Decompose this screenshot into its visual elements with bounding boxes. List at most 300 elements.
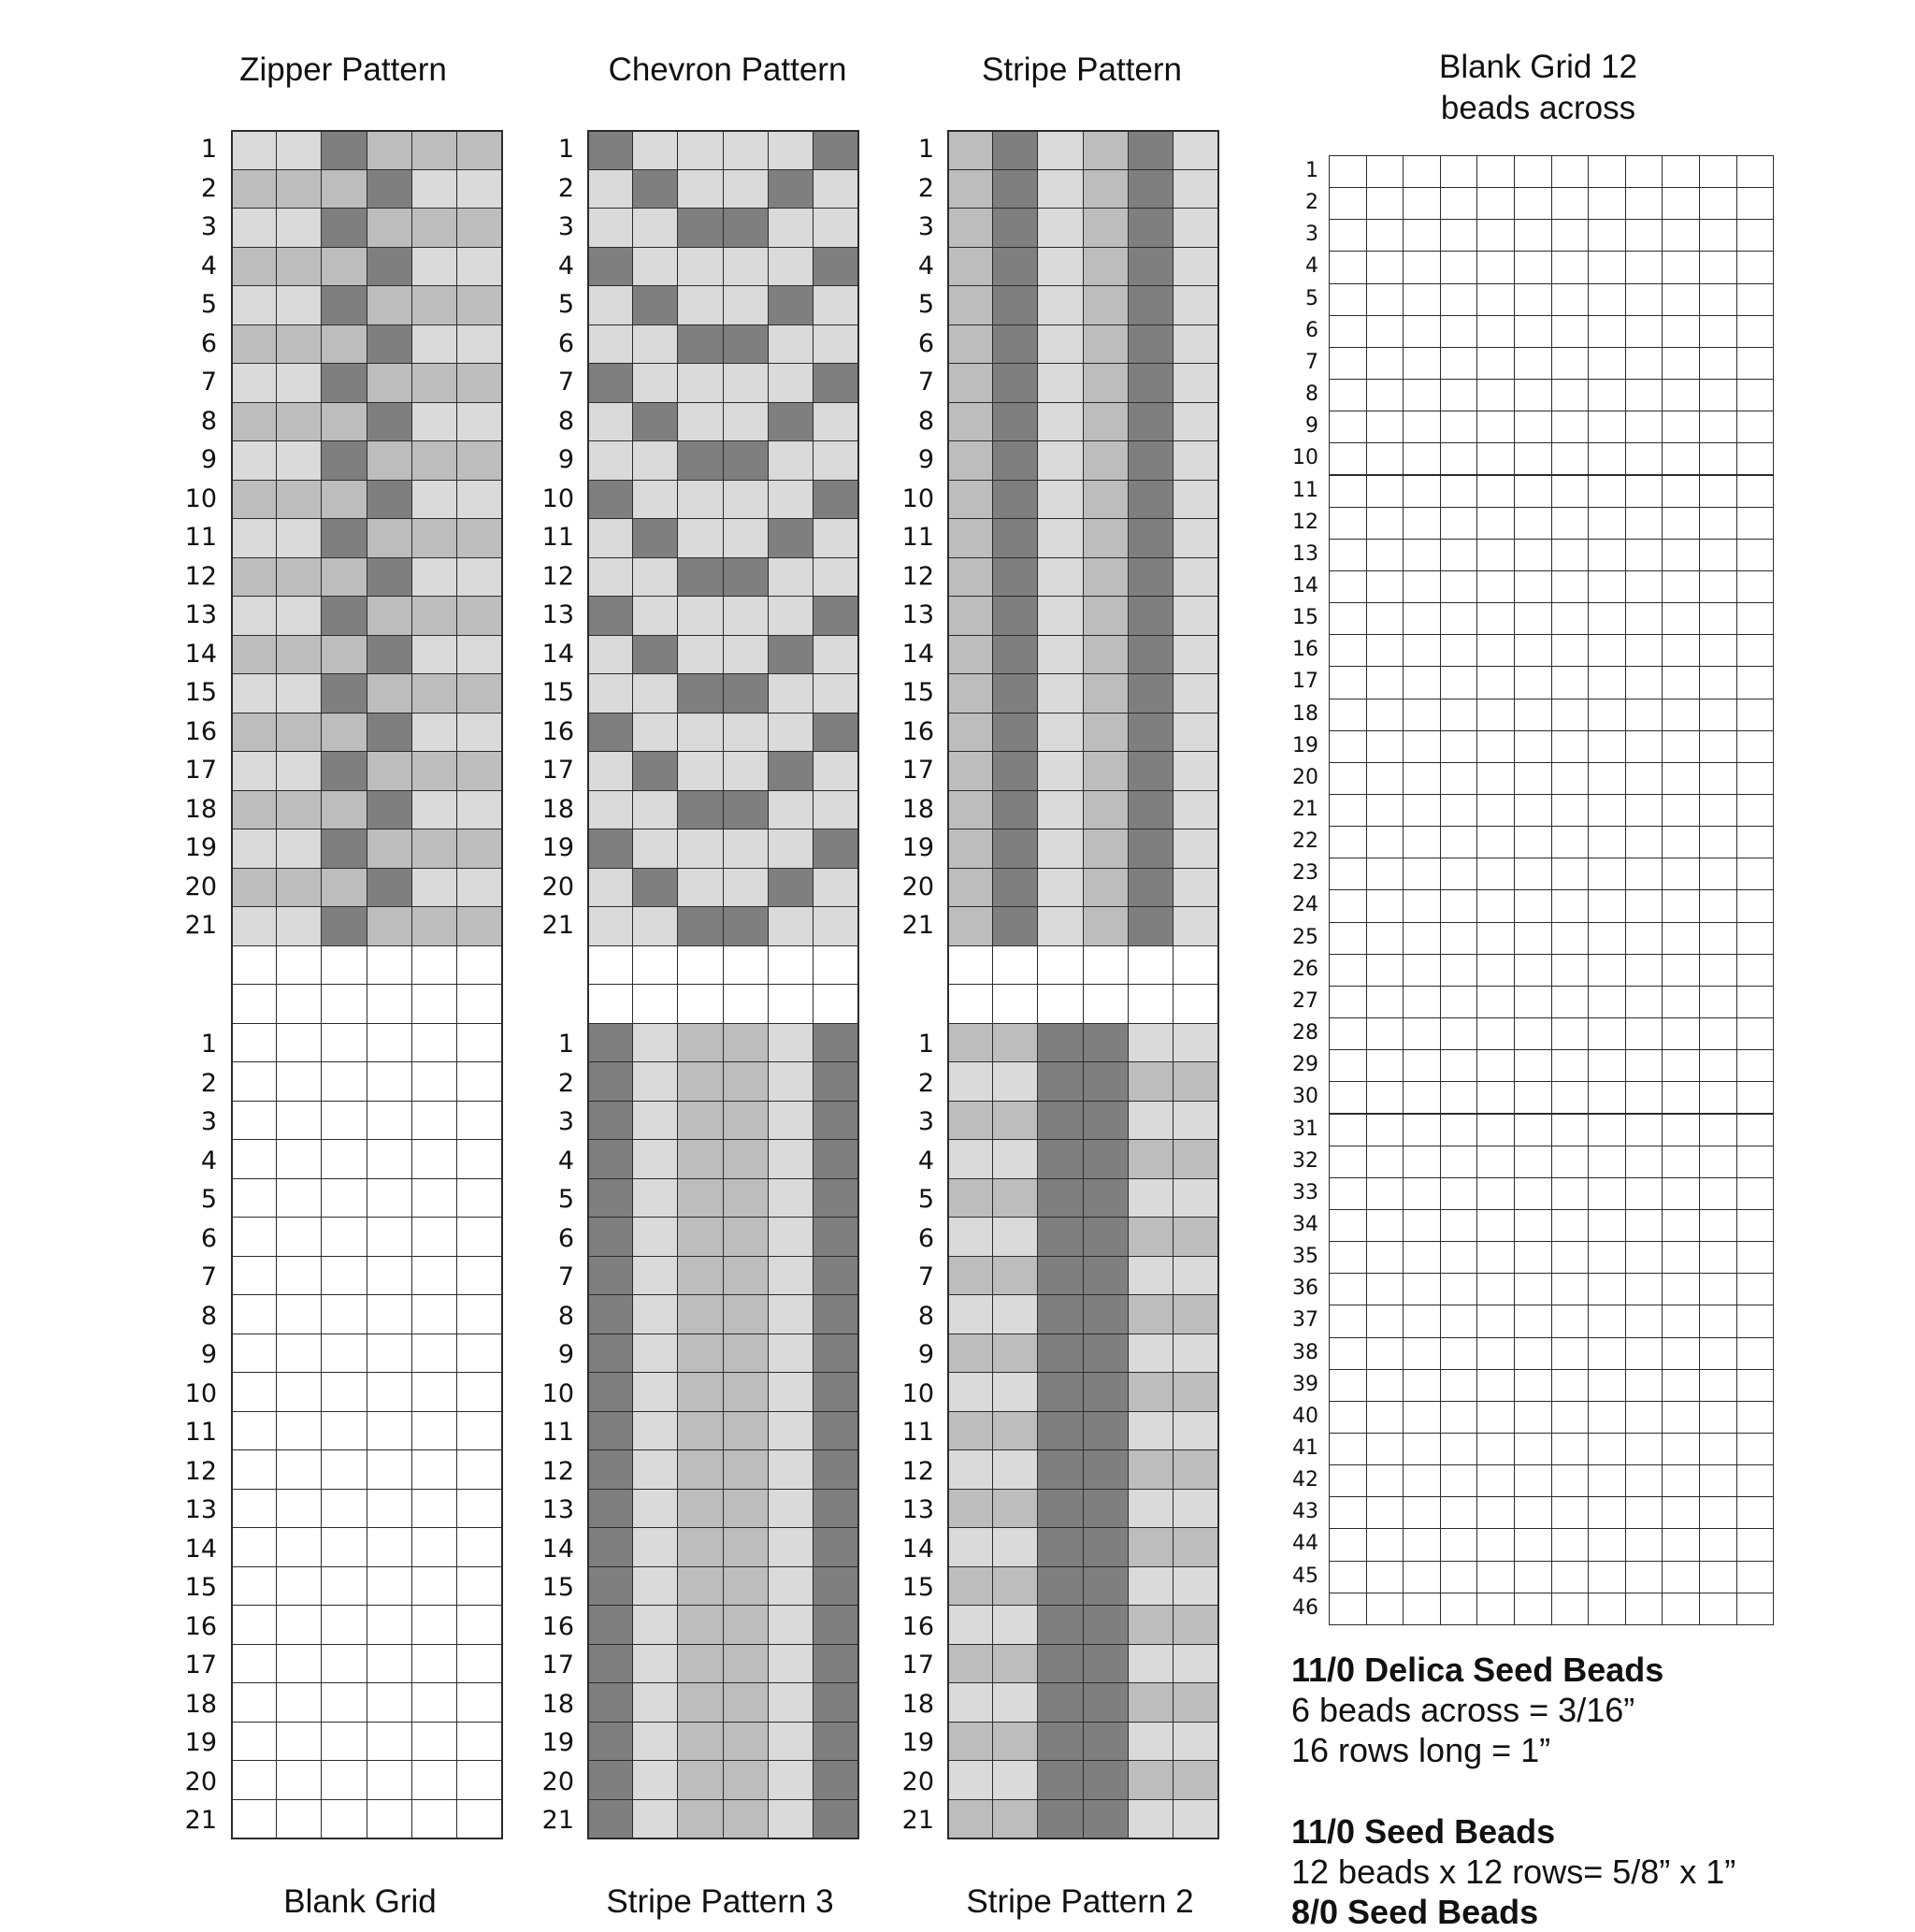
- bead-cell: [1551, 475, 1590, 508]
- bead-cell: [1625, 539, 1663, 571]
- bead-cell: [231, 324, 277, 365]
- row-number: 8: [1305, 382, 1318, 407]
- bead-cell: [947, 1334, 993, 1374]
- bead-cell: [587, 208, 633, 248]
- bead-cell: [587, 324, 633, 365]
- row-number: 9: [200, 1340, 217, 1369]
- row-number: 6: [200, 1223, 217, 1253]
- bead-cell: [1551, 442, 1590, 475]
- bead-cell: [1588, 602, 1626, 635]
- row-number: 43: [1292, 1500, 1318, 1524]
- bead-cell: [1366, 826, 1404, 858]
- spacer-bead-cell: [1173, 945, 1218, 986]
- bead-cell: [1699, 1146, 1737, 1178]
- bead-cell: [1403, 986, 1441, 1018]
- bead-cell: [1403, 666, 1441, 699]
- bead-cell: [1440, 1177, 1478, 1210]
- bead-cell: [1551, 858, 1590, 890]
- bead-cell: [1514, 602, 1552, 635]
- bead-cell: [1699, 794, 1737, 827]
- bead-cell: [992, 169, 1038, 209]
- bead-cell: [723, 868, 769, 908]
- bead-cell: [321, 713, 367, 753]
- bead-cell: [632, 440, 678, 481]
- bead-cell: [677, 130, 723, 170]
- bead-cell: [1083, 829, 1129, 869]
- bead-cell: [1128, 1101, 1173, 1141]
- bead-cell: [321, 1256, 367, 1296]
- bead-cell: [1329, 699, 1367, 731]
- bead-cell: [321, 1411, 367, 1451]
- bead-cell: [1440, 794, 1478, 827]
- bead-cell: [1514, 762, 1552, 795]
- bead-cell: [947, 1566, 993, 1607]
- bead-cell: [813, 247, 858, 287]
- bead-cell: [1588, 570, 1626, 603]
- row-number: 18: [184, 794, 217, 824]
- bead-cell: [947, 1449, 993, 1490]
- bead-cell: [992, 1061, 1038, 1102]
- spacer-bead-cell: [587, 984, 633, 1024]
- bead-cell: [456, 713, 502, 753]
- bead-cell: [1514, 283, 1552, 316]
- bead-cell: [1083, 130, 1129, 170]
- bead-cell: [992, 1372, 1038, 1412]
- bead-cell: [367, 713, 412, 753]
- bead-cell: [723, 324, 769, 365]
- bead-cell: [1366, 1337, 1404, 1370]
- bead-cell: [1037, 480, 1083, 520]
- bead-cell: [992, 1101, 1038, 1141]
- bead-cell: [456, 1411, 502, 1451]
- bead-cell: [1551, 889, 1590, 922]
- bead-cell: [1551, 1464, 1590, 1497]
- row-number: 13: [541, 1495, 574, 1524]
- spacer-bead-cell: [231, 945, 277, 986]
- bead-cell: [1551, 315, 1590, 348]
- bead-cell: [992, 1256, 1038, 1296]
- bead-cell: [1128, 1139, 1173, 1179]
- bead-cell: [677, 480, 723, 520]
- bead-cell: [321, 208, 367, 248]
- bead-cell: [1625, 1496, 1663, 1529]
- bead-cell: [321, 1334, 367, 1374]
- bead-cell: [587, 1294, 633, 1334]
- bead-cell: [1037, 1644, 1083, 1684]
- bead-cell: [1366, 1017, 1404, 1050]
- bead-cell: [992, 596, 1038, 636]
- bead-cell: [632, 673, 678, 714]
- bead-cell: [1403, 507, 1441, 540]
- bead-cell: [1037, 518, 1083, 558]
- bead-cell: [768, 713, 814, 753]
- bead-cell: [1551, 1049, 1590, 1082]
- bead-cell: [1662, 539, 1700, 571]
- bead-cell: [1329, 922, 1367, 955]
- bead-cell: [456, 868, 502, 908]
- bead-cell: [677, 402, 723, 442]
- bead-cell: [1329, 602, 1367, 635]
- bead-cell: [276, 518, 322, 558]
- bead-cell: [587, 363, 633, 403]
- bead-cell: [1329, 475, 1367, 508]
- bead-cell: [1514, 1593, 1552, 1625]
- bead-cell: [1329, 1081, 1367, 1114]
- bead-cell: [1037, 1217, 1083, 1257]
- bead-cell: [723, 1527, 769, 1567]
- bead-cell: [367, 1799, 412, 1839]
- bead-cell: [947, 518, 993, 558]
- row-number: 45: [1292, 1564, 1318, 1588]
- bead-cell: [1440, 219, 1478, 252]
- bead-cell: [1662, 1593, 1700, 1625]
- bead-cell: [1551, 1017, 1590, 1050]
- bead-cell: [1736, 219, 1775, 252]
- bead-cell: [768, 130, 814, 170]
- bead-cell: [1329, 762, 1367, 795]
- bead-cell: [1037, 1489, 1083, 1529]
- bead-cell: [632, 169, 678, 209]
- row-number: 18: [901, 1689, 934, 1719]
- bead-cell: [587, 1489, 633, 1529]
- bead-cell: [1403, 1433, 1441, 1465]
- bead-cell: [1329, 539, 1367, 571]
- bead-cell: [632, 1449, 678, 1490]
- bead-cell: [1514, 1241, 1552, 1274]
- bead-cell: [411, 208, 457, 248]
- row-number: 16: [541, 1611, 574, 1641]
- bead-cell: [1173, 790, 1218, 830]
- bead-cell: [723, 1644, 769, 1684]
- bead-cell: [1173, 1760, 1218, 1800]
- row-number: 4: [200, 1146, 217, 1175]
- spacer-bead-cell: [456, 945, 502, 986]
- bead-cell: [677, 557, 723, 598]
- bead-cell: [1699, 602, 1737, 635]
- blank-grid-12-title-line1: Blank Grid 12: [1438, 49, 1638, 85]
- bead-cell: [1476, 889, 1515, 922]
- row-number: 40: [1292, 1404, 1318, 1428]
- bead-cell: [1128, 518, 1173, 558]
- bead-cell: [1736, 1241, 1775, 1274]
- bead-cell: [1173, 480, 1218, 520]
- bead-cell: [1699, 475, 1737, 508]
- bead-cell: [1588, 283, 1626, 316]
- row-number: 2: [1305, 191, 1318, 215]
- row-number: 15: [541, 678, 574, 707]
- bead-cell: [1037, 906, 1083, 946]
- spacer-bead-cell: [367, 945, 412, 986]
- bead-cell: [992, 208, 1038, 248]
- bead-cell: [1551, 986, 1590, 1018]
- bead-cell: [1662, 1496, 1700, 1529]
- bead-cell: [587, 829, 633, 869]
- bead-cell: [367, 130, 412, 170]
- bead-cell: [723, 673, 769, 714]
- bead-cell: [1662, 699, 1700, 731]
- bead-cell: [1736, 1401, 1775, 1434]
- bead-cell: [1403, 1049, 1441, 1082]
- bead-cell: [1440, 1114, 1478, 1146]
- bead-cell: [1173, 1644, 1218, 1684]
- bead-cell: [1403, 283, 1441, 316]
- row-number: 4: [1305, 254, 1318, 279]
- bead-cell: [1366, 251, 1404, 283]
- bead-cell: [1736, 889, 1775, 922]
- bead-cell: [587, 713, 633, 753]
- bead-cell: [1083, 906, 1129, 946]
- bead-cell: [456, 518, 502, 558]
- spacer-bead-cell: [1083, 984, 1129, 1024]
- bead-cell: [1699, 699, 1737, 731]
- bead-cell: [947, 1294, 993, 1334]
- bead-cell: [768, 1722, 814, 1762]
- bead-cell: [1476, 826, 1515, 858]
- row-number: 12: [541, 561, 574, 591]
- bead-cell: [677, 751, 723, 791]
- bead-cell: [1440, 986, 1478, 1018]
- bead-cell: [1329, 1433, 1367, 1465]
- bead-cell: [1625, 1049, 1663, 1082]
- bead-cell: [1514, 155, 1552, 188]
- bead-cell: [1403, 251, 1441, 283]
- bead-cell: [1476, 794, 1515, 827]
- bead-cell: [1083, 557, 1129, 598]
- bead-cell: [1329, 1496, 1367, 1529]
- bead-cell: [677, 1605, 723, 1645]
- bead-cell: [411, 1372, 457, 1412]
- bead-cell: [1588, 1017, 1626, 1050]
- bead-cell: [1173, 1178, 1218, 1218]
- bead-cell: [231, 1256, 277, 1296]
- row-number: 11: [184, 523, 217, 552]
- bead-cell: [1588, 1049, 1626, 1082]
- bead-cell: [677, 1682, 723, 1723]
- bead-cell: [1037, 1682, 1083, 1723]
- row-number: 7: [917, 368, 934, 396]
- bead-cell: [367, 363, 412, 403]
- bead-cell: [1329, 826, 1367, 858]
- row-number: 46: [1292, 1595, 1318, 1620]
- bead-cell: [1736, 699, 1775, 731]
- bead-cell: [1736, 666, 1775, 699]
- bead-cell: [1440, 699, 1478, 731]
- bead-cell: [1366, 602, 1404, 635]
- bead-cell: [276, 1061, 322, 1102]
- bead-cell: [813, 635, 858, 675]
- bead-cell: [276, 1644, 322, 1684]
- bead-cell: [587, 169, 633, 209]
- bead-cell: [1403, 1401, 1441, 1434]
- spacer-bead-cell: [768, 984, 814, 1024]
- bead-cell: [1173, 285, 1218, 325]
- bead-cell: [723, 635, 769, 675]
- bead-cell: [1699, 187, 1737, 220]
- bead-cell: [768, 1411, 814, 1451]
- bead-cell: [276, 673, 322, 714]
- bead-cell: [1699, 347, 1737, 380]
- bead-cell: [1083, 1334, 1129, 1374]
- bead-cell: [231, 1334, 277, 1374]
- bead-cell: [1366, 1209, 1404, 1242]
- bead-cell: [1699, 1433, 1737, 1465]
- bead-cell: [1514, 634, 1552, 667]
- bead-cell: [1173, 1061, 1218, 1102]
- row-number: 7: [200, 1262, 217, 1291]
- bead-cell: [1440, 858, 1478, 890]
- row-number: 1: [917, 135, 934, 164]
- bead-cell: [411, 169, 457, 209]
- bead-cell: [1699, 1401, 1737, 1434]
- bead-cell: [1551, 699, 1590, 731]
- bead-cell: [276, 1799, 322, 1839]
- bead-cell: [1440, 922, 1478, 955]
- bead-cell: [1440, 1241, 1478, 1274]
- row-number: 12: [541, 1456, 574, 1486]
- bead-cell: [1128, 402, 1173, 442]
- bead-cell: [768, 1799, 814, 1839]
- row-number: 4: [917, 1146, 934, 1175]
- bead-cell: [367, 906, 412, 946]
- bead-cell: [723, 1682, 769, 1723]
- bead-cell: [677, 868, 723, 908]
- bead-cell: [813, 1760, 858, 1800]
- bead-cell: [411, 1411, 457, 1451]
- bead-cell: [1128, 480, 1173, 520]
- bead-cell: [1699, 986, 1737, 1018]
- bead-cell: [1625, 315, 1663, 348]
- bead-cell: [321, 906, 367, 946]
- bead-cell: [1625, 1017, 1663, 1050]
- bead-cell: [1128, 673, 1173, 714]
- row-number: 13: [541, 600, 574, 629]
- row-number: 21: [901, 1806, 934, 1835]
- bead-cell: [367, 208, 412, 248]
- bead-cell: [1662, 1017, 1700, 1050]
- bead-cell: [276, 1294, 322, 1334]
- spacer-bead-cell: [411, 945, 457, 986]
- bead-cell: [723, 1411, 769, 1451]
- bead-cell: [1588, 411, 1626, 443]
- bead-cell: [632, 1061, 678, 1102]
- row-number: 29: [1292, 1053, 1318, 1077]
- bead-cell: [1588, 922, 1626, 955]
- row-number: 8: [557, 1301, 574, 1331]
- bead-cell: [632, 208, 678, 248]
- row-number: 17: [184, 756, 217, 785]
- bead-cell: [677, 1644, 723, 1684]
- bead-cell: [1083, 1411, 1129, 1451]
- bead-cell: [1662, 1433, 1700, 1465]
- bead-cell: [1588, 251, 1626, 283]
- bead-cell: [1329, 1273, 1367, 1305]
- bead-cell: [1588, 187, 1626, 220]
- bead-cell: [231, 1101, 277, 1141]
- bead-cell: [1037, 1023, 1083, 1063]
- bead-cell: [768, 906, 814, 946]
- bead-cell: [1037, 363, 1083, 403]
- bead-cell: [321, 1372, 367, 1412]
- bead-cell: [1037, 1101, 1083, 1141]
- bead-cell: [768, 790, 814, 830]
- bead-cell: [367, 1527, 412, 1567]
- bead-cell: [456, 1372, 502, 1412]
- bead-cell: [1083, 440, 1129, 481]
- bead-cell: [992, 518, 1038, 558]
- bead-cell: [1588, 507, 1626, 540]
- bead-cell: [321, 1101, 367, 1141]
- bead-cell: [723, 518, 769, 558]
- bead-cell: [1588, 475, 1626, 508]
- bead-cell: [1514, 379, 1552, 411]
- bead-cell: [1329, 347, 1367, 380]
- bead-cell: [321, 868, 367, 908]
- bead-cell: [813, 402, 858, 442]
- bead-cell: [632, 1372, 678, 1412]
- bead-cell: [1329, 986, 1367, 1018]
- bead-cell: [456, 557, 502, 598]
- bead-cell: [1699, 889, 1737, 922]
- bead-cell: [1625, 1241, 1663, 1274]
- bead-cell: [723, 480, 769, 520]
- bead-cell: [1403, 1369, 1441, 1402]
- bead-cell: [1662, 570, 1700, 603]
- bead-cell: [321, 324, 367, 365]
- row-number: 16: [1292, 638, 1318, 662]
- row-number: 1: [557, 1030, 574, 1059]
- bead-cell: [321, 1566, 367, 1607]
- bead-cell: [1476, 347, 1515, 380]
- bead-cell: [367, 518, 412, 558]
- bead-cell: [1625, 1209, 1663, 1242]
- bead-cell: [1699, 1337, 1737, 1370]
- row-number: 14: [541, 639, 574, 669]
- stripe-pattern-title: Stripe Pattern: [982, 51, 1182, 88]
- row-number: 10: [184, 1378, 217, 1408]
- bead-cell: [1588, 1305, 1626, 1337]
- bead-cell: [1128, 130, 1173, 170]
- bead-cell: [1662, 922, 1700, 955]
- row-number: 21: [1292, 798, 1318, 821]
- bead-cell: [632, 557, 678, 598]
- bead-cell: [947, 440, 993, 481]
- bead-cell: [231, 402, 277, 442]
- bead-cell: [1551, 1177, 1590, 1210]
- bead-cell: [1662, 1081, 1700, 1114]
- bead-cell: [1037, 673, 1083, 714]
- bead-cell: [1173, 1256, 1218, 1296]
- bead-cell: [992, 480, 1038, 520]
- bead-cell: [411, 1605, 457, 1645]
- row-number: 1: [557, 135, 574, 164]
- bead-cell: [1514, 570, 1552, 603]
- bead-cell: [947, 1605, 993, 1645]
- row-number: 17: [541, 756, 574, 785]
- row-number: 13: [901, 600, 934, 629]
- bead-cell: [813, 1061, 858, 1102]
- stripe-pattern-2-title: Stripe Pattern 2: [966, 1883, 1194, 1920]
- row-number: 44: [1292, 1532, 1318, 1556]
- bead-cell: [1083, 1449, 1129, 1490]
- bead-cell: [456, 363, 502, 403]
- bead-cell: [1440, 1081, 1478, 1114]
- bead-cell: [992, 402, 1038, 442]
- bead-cell: [1366, 794, 1404, 827]
- bead-cell: [1736, 602, 1775, 635]
- bead-cell: [276, 1760, 322, 1800]
- row-number: 10: [541, 483, 574, 513]
- row-number: 8: [200, 1301, 217, 1331]
